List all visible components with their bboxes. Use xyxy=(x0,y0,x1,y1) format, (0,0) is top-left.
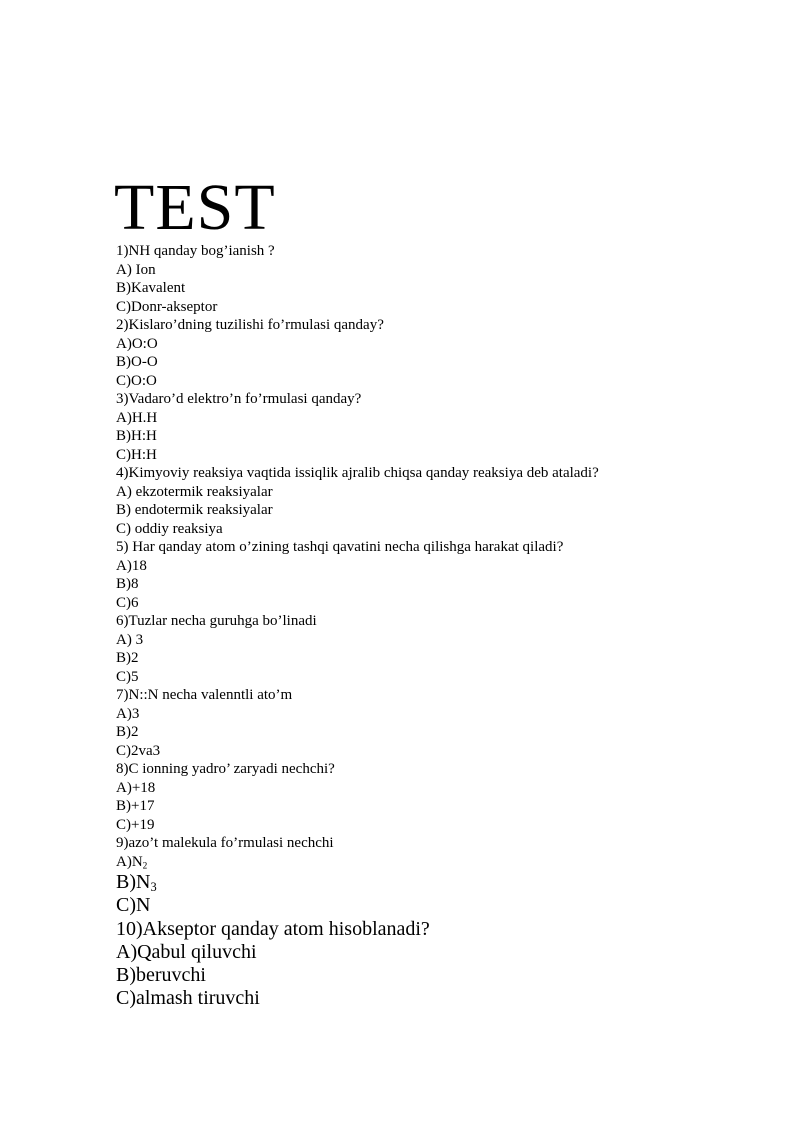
question-1: 1)NH qanday bog’ianish ? xyxy=(116,243,275,259)
question-4: 4)Kimyoviy reaksiya vaqtida issiqlik ajralib chiqsa qanday reaksiya deb ataladi? xyxy=(116,465,599,481)
question-1-option-c: C)Donr-akseptor xyxy=(116,298,218,315)
test-document xyxy=(116,172,756,1011)
question-6-option-b: B)2 xyxy=(116,650,139,666)
question-1-option-b: B)Kavalent xyxy=(116,280,186,296)
question-3-option-c: C)H:H xyxy=(116,446,157,463)
question-3-option-a: A)H.H xyxy=(116,409,158,426)
document-title: TEST xyxy=(114,171,276,244)
question-5-option-c: C)6 xyxy=(116,594,139,611)
question-2-option-a: A)O:O xyxy=(116,335,158,352)
question-10-option-c: C)almash tiruvchi xyxy=(116,987,260,1010)
question-1-option-a: A) Ion xyxy=(116,261,156,278)
question-10-option-a: A)Qabul qiluvchi xyxy=(116,940,257,963)
q9-option-b-text: B)N xyxy=(116,871,151,893)
question-8-option-a: A)+18 xyxy=(116,779,156,796)
question-3-option-b: B)H:H xyxy=(116,428,157,444)
question-6-option-c: C)5 xyxy=(116,668,139,685)
question-6: 6)Tuzlar necha guruhga bo’linadi xyxy=(116,613,317,629)
question-list xyxy=(116,242,756,1011)
q9-option-c xyxy=(116,894,756,917)
question-4-option-b: B) endotermik reaksiyalar xyxy=(116,502,273,518)
q9-option-b xyxy=(116,871,756,894)
q9-option-a xyxy=(116,853,756,872)
question-5: 5) Har qanday atom o’zining tashqi qavatini necha qilishga harakat qiladi? xyxy=(116,539,564,555)
question-4-option-a: A) ekzotermik reaksiyalar xyxy=(116,483,273,500)
question-8-option-c: C)+19 xyxy=(116,816,155,833)
question-2-option-b: B)O-O xyxy=(116,354,158,370)
question-10: 10)Akseptor qanday atom hisoblanadi? xyxy=(116,917,430,940)
question-8: 8)C ionning yadro’ zaryadi nechchi? xyxy=(116,761,335,777)
question-3: 3)Vadaro’d elektro’n fo’rmulasi qanday? xyxy=(116,391,362,407)
q9-option-c-text: C)N xyxy=(116,894,151,917)
question-2-option-c: C)O:O xyxy=(116,372,157,389)
q9-option-a-text: A)N xyxy=(116,853,143,870)
question-6-option-a: A) 3 xyxy=(116,631,144,648)
question-7-option-b: B)2 xyxy=(116,724,139,740)
question-7-option-c: C)2va3 xyxy=(116,742,161,759)
question-10-option-b: B)beruvchi xyxy=(116,964,206,987)
q9-option-b-subscript: 3 xyxy=(150,880,157,895)
question-7-option-a: A)3 xyxy=(116,705,140,722)
question-8-option-b: B)+17 xyxy=(116,798,155,814)
question-9: 9)azo’t malekula fo’rmulasi nechchi xyxy=(116,835,334,851)
question-7: 7)N::N necha valenntli ato’m xyxy=(116,687,293,703)
question-5-option-b: B)8 xyxy=(116,576,139,592)
q9-option-a-subscript: 2 xyxy=(142,860,148,871)
question-5-option-a: A)18 xyxy=(116,557,147,574)
question-4-option-c: C) oddiy reaksiya xyxy=(116,520,223,537)
question-2: 2)Kislaro’dning tuzilishi fo’rmulasi qanday? xyxy=(116,317,384,333)
